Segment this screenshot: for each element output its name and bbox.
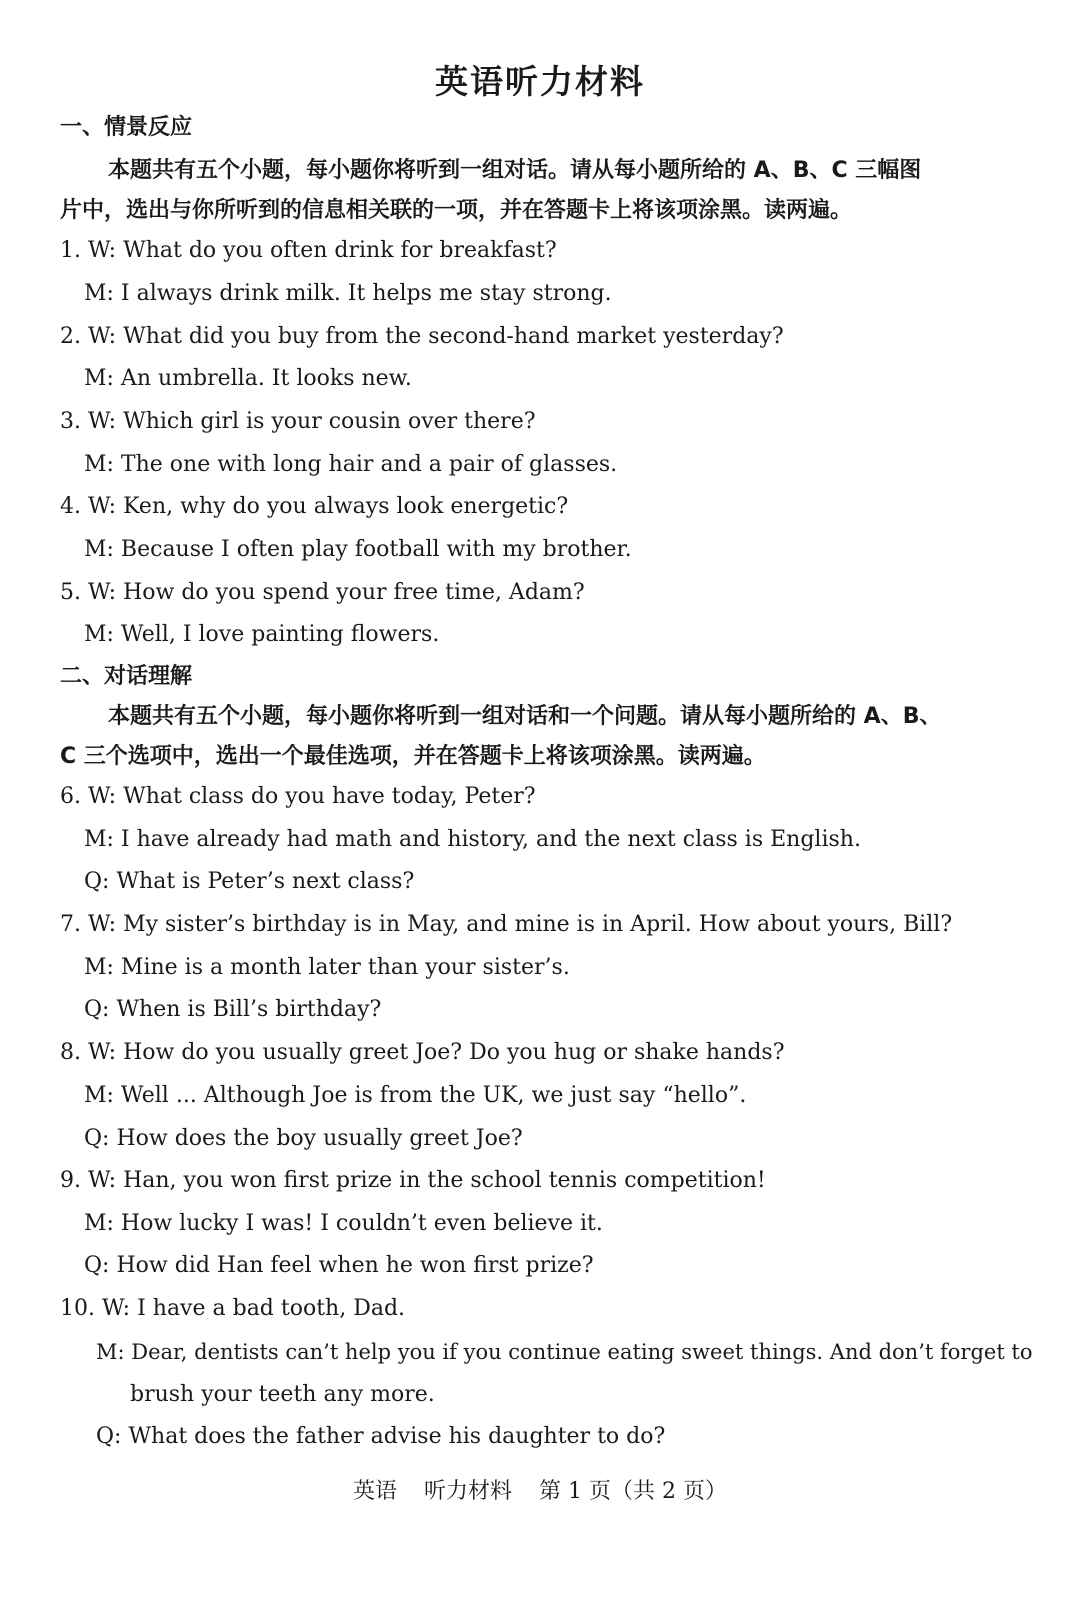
- section1-instruction-line1: 本题共有五个小题，每小题你将听到一组对话。请从每小题所给的 A、B、C 三幅图: [108, 158, 922, 183]
- q2-man-line: M: An umbrella. It looks new.: [84, 366, 412, 391]
- page-footer: [0, 1477, 1080, 1507]
- q5-woman-line: 5. W: How do you spend your free time, Adam?: [60, 580, 585, 605]
- q10-man-line: M: Dear, dentists can’t help you if you continue eating sweet things. And don’t forget to: [96, 1340, 1033, 1364]
- section2-instruction-line1: 本题共有五个小题，每小题你将听到一组对话和一个问题。请从每小题所给的 A、B、: [108, 704, 942, 729]
- footer-material: 听力材料: [424, 1479, 513, 1504]
- q10-man-line-continued: brush your teeth any more.: [130, 1382, 435, 1407]
- q4-woman-line: 4. W: Ken, why do you always look energetic?: [60, 494, 569, 519]
- page-title: 英语听力材料: [435, 62, 645, 101]
- q3-man-line: M: The one with long hair and a pair of glasses.: [84, 452, 618, 477]
- q9-question-line: Q: How did Han feel when he won first prize?: [84, 1253, 594, 1278]
- q10-woman-line: 10. W: I have a bad tooth, Dad.: [60, 1296, 406, 1321]
- q7-man-line: M: Mine is a month later than your sister’s.: [84, 955, 570, 980]
- section1-heading: 一、情景反应: [60, 115, 193, 140]
- section2-heading: 二、对话理解: [60, 664, 193, 689]
- q6-woman-line: 6. W: What class do you have today, Peter?: [60, 784, 536, 809]
- q4-man-line: M: Because I often play football with my brother.: [84, 537, 632, 562]
- q10-question-line: Q: What does the father advise his daughter to do?: [96, 1424, 666, 1449]
- q7-woman-line: 7. W: My sister’s birthday is in May, and mine is in April. How about yours, Bill?: [60, 912, 953, 937]
- q5-man-line: M: Well, I love painting flowers.: [84, 622, 440, 647]
- q6-question-line: Q: What is Peter’s next class?: [84, 869, 415, 894]
- q8-woman-line: 8. W: How do you usually greet Joe? Do you hug or shake hands?: [60, 1040, 785, 1065]
- q1-man-line: M: I always drink milk. It helps me stay strong.: [84, 281, 612, 306]
- q7-question-line: Q: When is Bill’s birthday?: [84, 997, 382, 1022]
- q6-man-line: M: I have already had math and history, and the next class is English.: [84, 827, 861, 852]
- q8-question-line: Q: How does the boy usually greet Joe?: [84, 1126, 523, 1151]
- q3-woman-line: 3. W: Which girl is your cousin over there?: [60, 409, 536, 434]
- q9-woman-line: 9. W: Han, you won first prize in the school tennis competition!: [60, 1168, 766, 1193]
- section2-instruction-line2: C 三个选项中，选出一个最佳选项，并在答题卡上将该项涂黑。读两遍。: [60, 744, 766, 769]
- footer-subject: 英语: [353, 1479, 398, 1504]
- section1-instruction-line2: 片中，选出与你所听到的信息相关联的一项，并在答题卡上将该项涂黑。读两遍。: [60, 198, 853, 223]
- q1-woman-line: 1. W: What do you often drink for breakfast?: [60, 238, 557, 263]
- footer-page-number: 第 1 页（共 2 页）: [539, 1479, 727, 1504]
- q2-woman-line: 2. W: What did you buy from the second-hand market yesterday?: [60, 324, 784, 349]
- q8-man-line: M: Well ... Although Joe is from the UK, we just say “hello”.: [84, 1083, 747, 1108]
- q9-man-line: M: How lucky I was! I couldn’t even believe it.: [84, 1211, 603, 1236]
